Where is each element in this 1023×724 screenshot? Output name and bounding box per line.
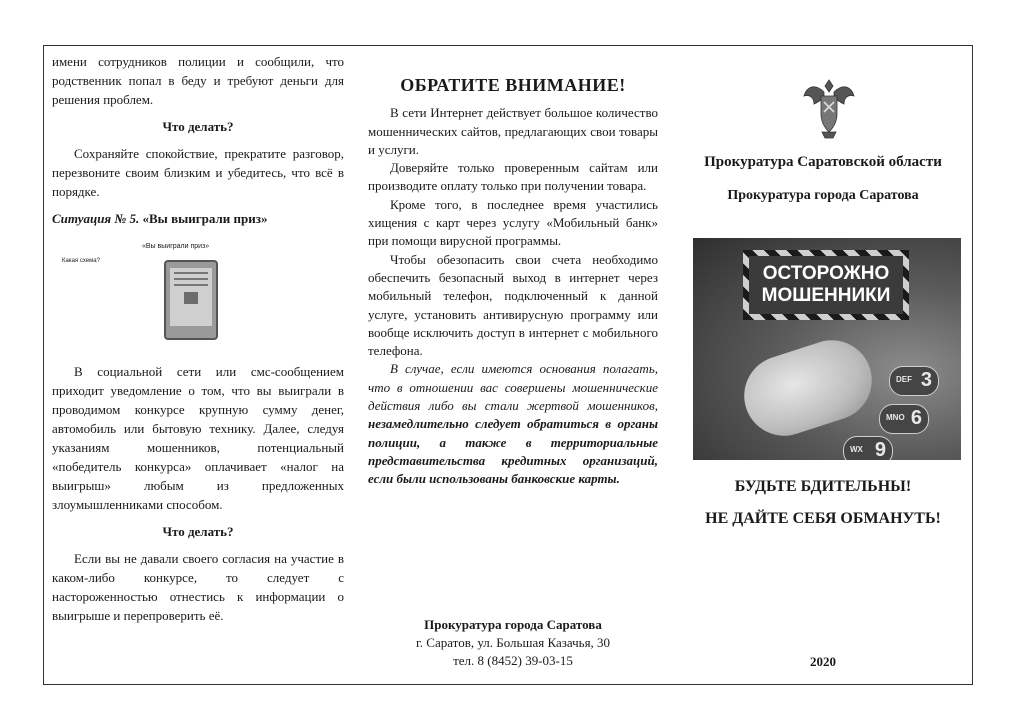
situation-label: Ситуация № 5. xyxy=(52,211,140,226)
phone-key: DEF 3 xyxy=(889,366,939,396)
brochure-frame xyxy=(43,45,973,685)
warning-vigilant: БУДЬТЕ БДИТЕЛЬНЫ! xyxy=(734,478,912,495)
slide-title: «Вы выиграли приз» xyxy=(142,243,210,250)
right-column xyxy=(672,46,974,684)
phone-key: WX 9 xyxy=(843,436,893,460)
intro-text: имени сотрудников полиции и сообщили, что родственник попал в беду и требуют деньги для решения проблем. xyxy=(52,54,344,107)
paragraph-trust: Доверяйте только проверенным сайтам или производите оплату только при получении товара. xyxy=(368,160,658,194)
situation-title: «Вы выиграли приз» xyxy=(142,211,268,226)
paragraph-protect: Чтобы обезопасить свои счета необходимо обеспечить безопасный выход в интернет через мобильный телефон, подключенный к данной услуге, установить антивирусную программу или вообще исключить доступ в интернет с мобильного телефона. xyxy=(368,251,658,359)
what-to-do-heading: Что делать? xyxy=(162,119,234,134)
warning-dont-be-fooled: НЕ ДАЙТЕ СЕБЯ ОБМАНУТЬ! xyxy=(705,510,941,527)
paragraph-sites: В сети Интернет действует большое количество мошеннических сайтов, предлагающих свои товары и услуги. xyxy=(368,105,658,157)
contact-phone: тел. 8 (8452) 39-03-15 xyxy=(453,653,573,668)
police-text: В случае, если имеются основания полагать, что в отношении вас совершены мошеннические действия либо вы стали жертвой мошенников, xyxy=(368,361,658,414)
contact-address: г. Саратов, ул. Большая Казачья, 30 xyxy=(415,635,611,650)
badge-line-2: МОШЕННИКИ xyxy=(761,285,891,306)
phone-key: MNO 6 xyxy=(879,404,929,434)
year-label: 2020 xyxy=(810,654,836,669)
left-column xyxy=(44,46,354,684)
slide-question: Какая схема? xyxy=(62,258,100,264)
police-text-emphasis: незамедлительно следует обратиться в органы полиции, а также в территориальные представительства кредитных организаций, если были использованы банковские карты. xyxy=(368,416,658,487)
situation-heading xyxy=(52,209,344,228)
gift-icon xyxy=(184,292,198,304)
prize-slide-image xyxy=(52,234,322,354)
attention-heading: ОБРАТИТЕ ВНИМАНИЕ! xyxy=(400,75,626,95)
what-to-do-heading-2: Что делать? xyxy=(162,524,234,539)
prosecutor-emblem-icon xyxy=(800,72,858,140)
paragraph-police xyxy=(368,360,658,488)
advice-text: Сохраняйте спокойствие, прекратите разговор, перезвоните своим близким и убедитесь, что всё в порядке. xyxy=(52,146,344,199)
finger-image xyxy=(734,330,882,446)
paragraph-mobile-bank: Кроме того, в последнее время участились хищения с карт через услугу «Мобильный банк» при помощи вирусной программы. xyxy=(368,196,658,249)
contacts-block xyxy=(354,616,672,670)
fraud-warning-photo xyxy=(693,238,961,460)
caution-badge xyxy=(743,250,909,320)
situation-text: В социальной сети или смс-сообщением приходит уведомление о том, что вы выиграли в проводимом конкурсе крупную сумму денег, автомобиль или бытовую технику. Далее, следуя указаниям мошенников, потенциальный «победитель конкурса» оплачивает «налог на выигрыш» любым из предложенных злоумышленниками способом. xyxy=(52,364,344,512)
phone-icon xyxy=(164,260,218,340)
org-city: Прокуратура города Саратова xyxy=(727,188,919,203)
contact-org: Прокуратура города Саратова xyxy=(424,617,602,632)
advice-text-2: Если вы не давали своего согласия на участие в каком-либо конкурсе, то следует с настороженностью отнестись к информации о выигрыше и перепроверить её. xyxy=(52,551,344,623)
badge-line-1: ОСТОРОЖНО xyxy=(762,263,890,284)
middle-column xyxy=(354,46,672,684)
org-regional: Прокуратура Саратовской области xyxy=(704,154,942,170)
